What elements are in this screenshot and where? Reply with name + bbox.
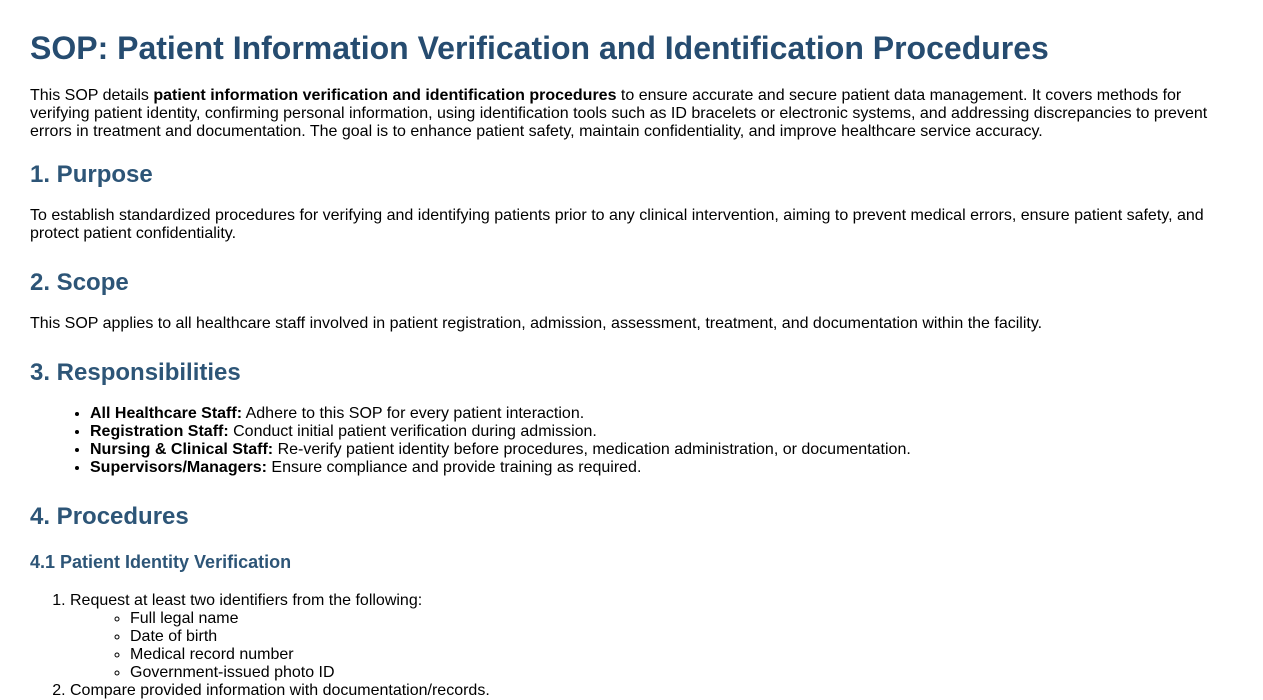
identifiers-list <box>70 610 1233 682</box>
page-title: SOP: Patient Information Verification and Identification Procedures <box>30 30 1049 66</box>
purpose-text: To establish standardized procedures for verifying and identifying patients prior to any clinical intervention, aiming to prevent medical errors, ensure patient safety, and protect patient confidentiality. <box>30 207 1204 242</box>
responsibilities-list <box>30 405 1233 477</box>
role-label: Nursing & Clinical Staff: <box>90 441 274 458</box>
scope-heading: 2. Scope <box>30 269 129 296</box>
role-description: Re-verify patient identity before procedures, medication administration, or documentation. <box>273 441 911 458</box>
role-label: Supervisors/Managers: <box>90 459 267 476</box>
role-description: Conduct initial patient verification during admission. <box>228 423 597 440</box>
intro-suffix: to ensure accurate and secure patient data management. It covers methods for verifying patient identity, confirming personal information, using identification tools such as ID bracelets or electronic systems, and addressing discrepancies to prevent errors in treatment and documentation. The goal is to enhance patient safety, maintain confidentiality, and improve healthcare service accuracy. <box>30 87 1208 140</box>
list-item <box>90 441 1233 459</box>
intro-prefix: This SOP details <box>30 87 154 104</box>
list-item <box>90 423 1233 441</box>
procedures-heading: 4. Procedures <box>30 503 189 530</box>
role-description: Ensure compliance and provide training as required. <box>266 459 642 476</box>
identity-verification-heading: 4.1 Patient Identity Verification <box>30 552 292 572</box>
role-description: Adhere to this SOP for every patient interaction. <box>242 405 585 422</box>
procedure-step <box>70 682 1233 700</box>
procedure-step <box>70 592 1233 682</box>
list-item: ◦ Medical record number <box>130 646 1233 664</box>
scope-text: This SOP applies to all healthcare staff involved in patient registration, admission, assessment, treatment, and documentation within the facility. <box>30 315 1043 332</box>
list-item: ◦ Full legal name <box>130 610 1233 628</box>
role-label: Registration Staff: <box>90 423 229 440</box>
purpose-heading: 1. Purpose <box>30 161 153 188</box>
step-text: Compare provided information with documentation/records. <box>70 682 490 699</box>
intro-paragraph <box>30 87 1220 141</box>
list-item <box>90 459 1233 477</box>
list-item <box>90 405 1233 423</box>
step-text: Request at least two identifiers from the following: <box>70 592 423 609</box>
intro-bold-phrase: patient information verification and identification procedures <box>153 87 617 104</box>
role-label: All Healthcare Staff: <box>90 405 243 422</box>
list-item: ◦ Government-issued photo ID <box>130 664 1233 682</box>
responsibilities-heading: 3. Responsibilities <box>30 359 241 386</box>
procedure-steps-list <box>30 592 1233 700</box>
list-item: ◦ Date of birth <box>130 628 1233 646</box>
